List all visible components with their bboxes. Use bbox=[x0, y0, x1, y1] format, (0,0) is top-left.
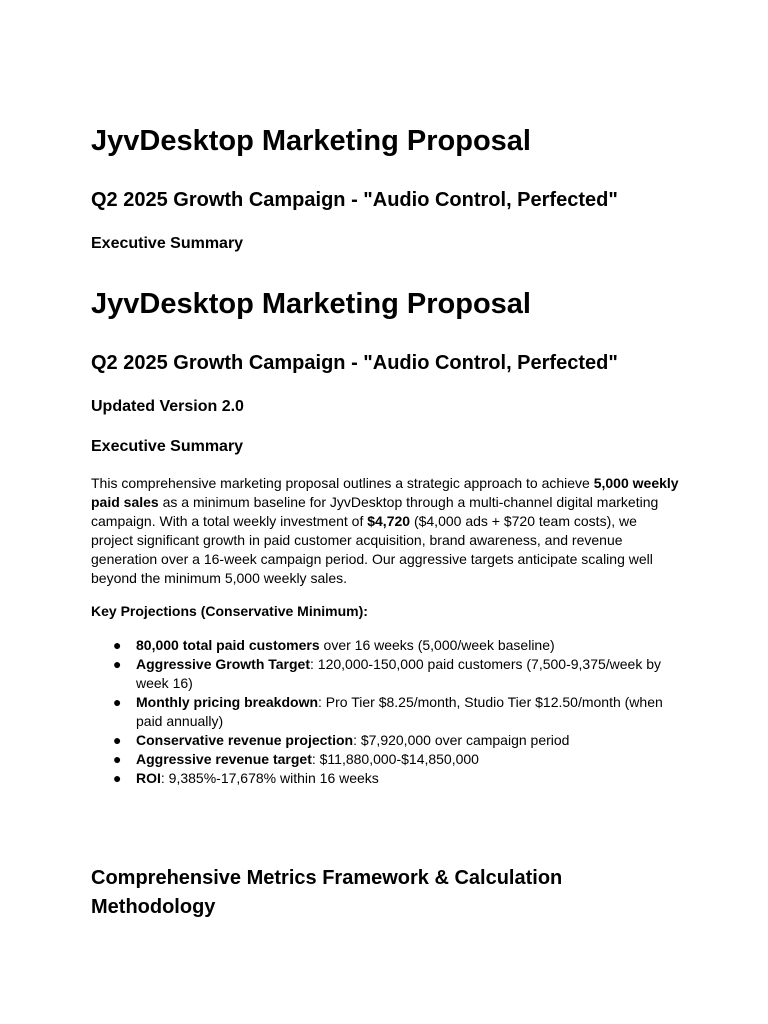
list-item bbox=[91, 636, 681, 655]
document-title-repeat: JyvDesktop Marketing Proposal bbox=[91, 288, 531, 320]
executive-summary-paragraph bbox=[91, 474, 681, 588]
list-item-bold: 80,000 total paid customers bbox=[136, 637, 320, 653]
intro-text-1: This comprehensive marketing proposal outlines a strategic approach to achieve bbox=[91, 475, 594, 491]
key-projections-heading: Key Projections (Conservative Minimum): bbox=[91, 603, 368, 619]
executive-summary-heading: Executive Summary bbox=[91, 235, 244, 252]
bullet-icon: ● bbox=[113, 732, 122, 748]
metrics-framework-heading: Comprehensive Metrics Framework & Calculation Methodology bbox=[91, 867, 563, 918]
list-item-text: : $7,920,000 over campaign period bbox=[353, 732, 570, 748]
list-item-bold: Aggressive revenue target bbox=[136, 751, 312, 767]
key-projections-list bbox=[91, 636, 681, 788]
list-item-bold: Conservative revenue projection bbox=[136, 732, 354, 748]
bullet-icon: ● bbox=[113, 751, 122, 767]
list-item-text: : Pro Tier $8.25/month, Studio Tier $12.50/month (when paid annually) bbox=[136, 694, 663, 729]
list-item-bold: Aggressive Growth Target bbox=[136, 656, 311, 672]
version-heading: Updated Version 2.0 bbox=[91, 398, 244, 415]
list-item bbox=[91, 750, 681, 769]
executive-summary-heading-repeat: Executive Summary bbox=[91, 438, 244, 455]
list-item-text: : 120,000-150,000 paid customers (7,500-9,375/week by week 16) bbox=[136, 656, 662, 691]
intro-bold-weekly-sales: 5,000 weekly paid sales bbox=[91, 475, 679, 510]
list-item bbox=[91, 731, 681, 750]
list-item-text: : $11,880,000-$14,850,000 bbox=[311, 751, 479, 767]
list-item-text: : 9,385%-17,678% within 16 weeks bbox=[160, 770, 379, 786]
list-item-text: over 16 weeks (5,000/week baseline) bbox=[319, 637, 555, 653]
bullet-icon: ● bbox=[113, 656, 122, 672]
intro-bold-investment: $4,720 bbox=[367, 513, 411, 529]
intro-text-2: as a minimum baseline for JyvDesktop through a multi-channel digital marketing campaign. With a total weekly investment of bbox=[91, 494, 659, 529]
intro-text-3: ($4,000 ads + $720 team costs), we project significant growth in paid customer acquisition, brand awareness, and revenue generation over a 16-week campaign period. Our aggressive targets anticipate scaling well beyond the minimum 5,000 weekly sales. bbox=[91, 513, 653, 586]
bullet-icon: ● bbox=[113, 637, 122, 653]
document-title: JyvDesktop Marketing Proposal bbox=[91, 125, 531, 157]
list-item bbox=[91, 655, 681, 693]
list-item-bold: ROI bbox=[136, 770, 161, 786]
bullet-icon: ● bbox=[113, 770, 122, 786]
list-item-bold: Monthly pricing breakdown bbox=[136, 694, 319, 710]
bullet-icon: ● bbox=[113, 694, 122, 710]
campaign-subtitle-repeat: Q2 2025 Growth Campaign - "Audio Control, Perfected" bbox=[91, 352, 618, 374]
campaign-subtitle: Q2 2025 Growth Campaign - "Audio Control, Perfected" bbox=[91, 189, 618, 211]
list-item bbox=[91, 693, 681, 731]
list-item bbox=[91, 769, 681, 788]
